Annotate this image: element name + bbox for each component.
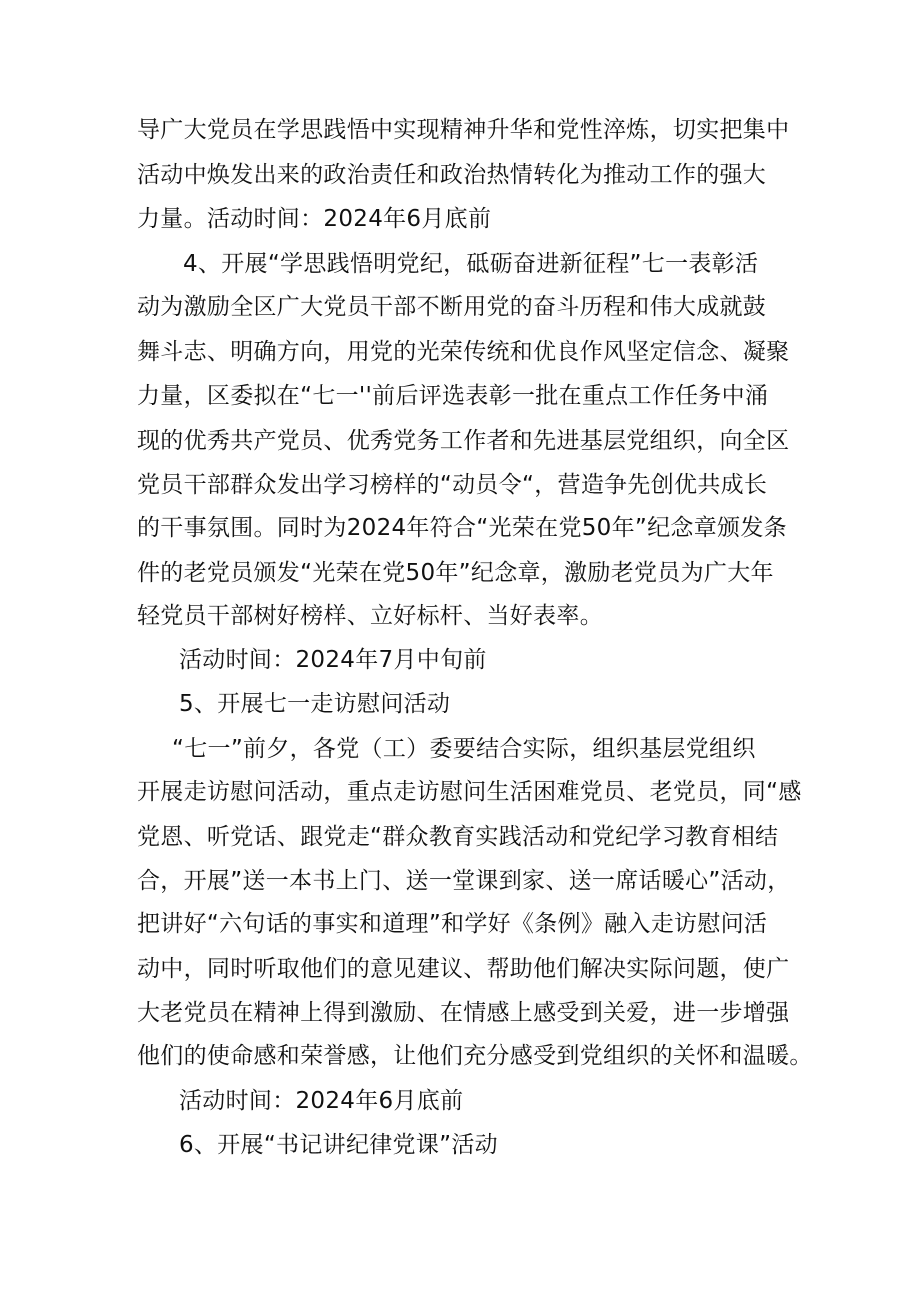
text-line: 轻党员干部树好榜样、立好标杆、当好表率。 (137, 603, 603, 629)
text-line: 开展走访慰问活动，重点走访慰问生活困难党员、老党员，同“感 (137, 779, 802, 805)
text-line: 他们的使命感和荣誉感，让他们充分感受到党组织的关怀和温暖。 (137, 1043, 813, 1069)
text-line: 导广大党员在学思践悟中实现精神升华和党性淬炼，切实把集中 (137, 117, 790, 143)
text-line: 合，开展”送一本书上门、送一堂课到家、送一席话暖心”活动， (137, 868, 791, 894)
text-line: 活动时间：2024年7月中旬前 (179, 647, 487, 673)
text-line: 动为激励全区广大党员干部不断用党的奋斗历程和伟大成就鼓 (137, 294, 767, 320)
text-line: 把讲好“六句话的事实和道理”和学好《条例》融入走访慰问活 (137, 911, 768, 937)
text-line: 件的老党员颁发“光荣在党50年”纪念章，激励老党员为广大年 (137, 560, 774, 586)
text-line: 力量。活动时间：2024年6月底前 (137, 206, 492, 232)
section-heading: 6、开展“书记讲纪律党课”活动 (179, 1132, 498, 1158)
text-line: 大老党员在精神上得到激励、在情感上感受到关爱，进一步增强 (137, 1000, 790, 1026)
text-line: 动中，同时听取他们的意见建议、帮助他们解决实际问题，使广 (137, 956, 790, 982)
text-line: 舞斗志、明确方向，用党的光荣传统和优良作风坚定信念、凝聚 (137, 339, 790, 365)
text-line: 党员干部群众发出学习榜样的“动员令“，营造争先创优共成长 (137, 472, 768, 498)
text-line: 活动中焕发出来的政治责任和政治热情转化为推动工作的强大 (137, 162, 767, 188)
text-line: 党恩、听党话、跟党走“群众教育实践活动和党纪学习教育相结 (137, 824, 779, 850)
text-line: 4、开展“学思践悟明党纪，砥砺奋进新征程”七一表彰活 (183, 251, 759, 277)
text-line: 现的优秀共产党员、优秀党务工作者和先进基层党组织，向全区 (137, 428, 790, 454)
text-line: 力量，区委拟在“七一''前后评选表彰一批在重点工作任务中涌 (137, 383, 769, 409)
text-line: “七一”前夕，各党（工）委要结合实际，组织基层党组织 (172, 736, 756, 762)
text-line: 活动时间：2024年6月底前 (179, 1088, 464, 1114)
section-heading: 5、开展七一走访慰问活动 (179, 691, 451, 717)
text-line: 的干事氛围。同时为2024年符合“光荣在党50年”纪念章颁发条 (137, 515, 787, 541)
